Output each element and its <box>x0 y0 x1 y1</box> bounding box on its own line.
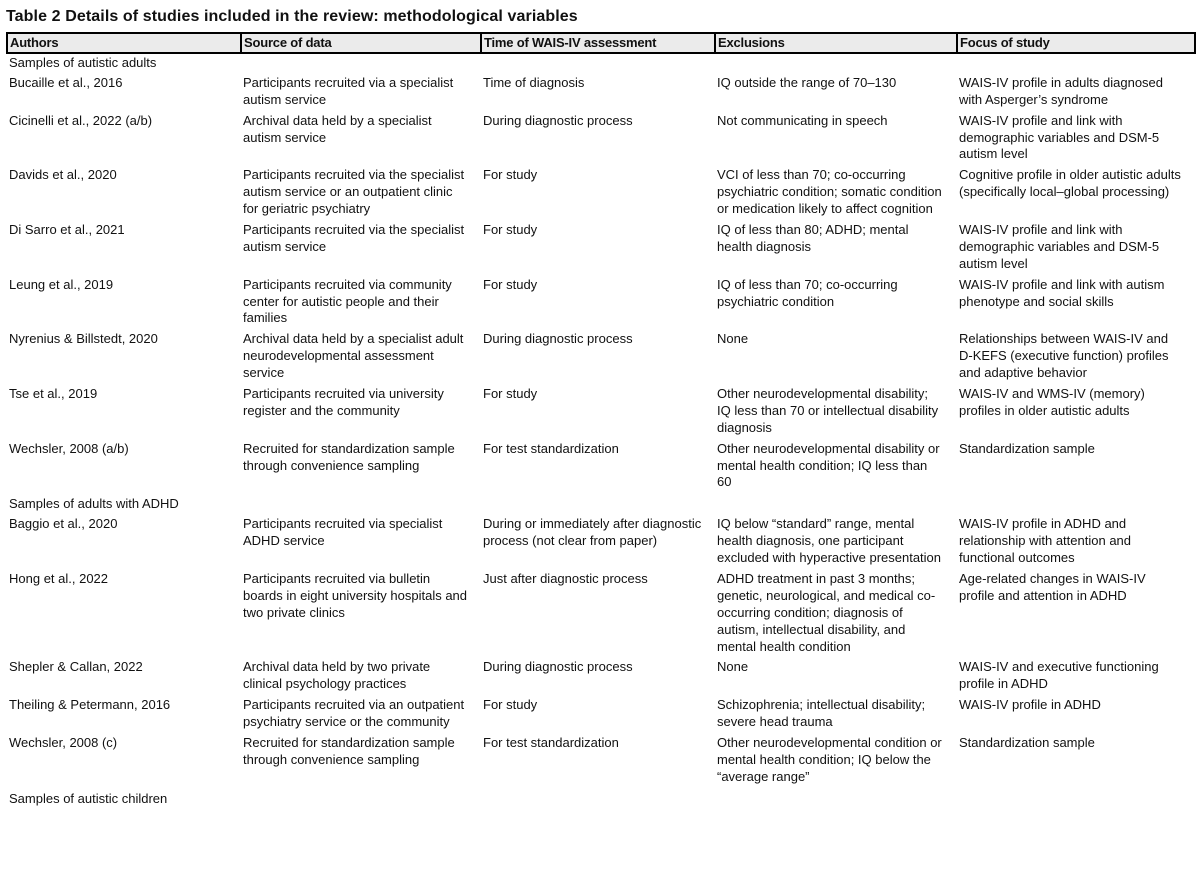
cell-focus: Cognitive profile in older autistic adults (specifically local–global processing) <box>959 167 1181 200</box>
cell-authors: Wechsler, 2008 (a/b) <box>9 440 129 456</box>
section-row <box>7 53 1195 75</box>
cell-time: For test standardization <box>483 734 619 750</box>
cell-authors: Di Sarro et al., 2021 <box>9 222 125 238</box>
cell-focus: WAIS-IV profile and link with autism phenotype and social skills <box>959 276 1165 309</box>
cell-focus: WAIS-IV and WMS-IV (memory) profiles in older autistic adults <box>959 386 1145 418</box>
cell-exclusions: IQ of less than 70; co-occurring psychiatric condition <box>717 276 898 309</box>
cell-authors: Leung et al., 2019 <box>9 276 114 292</box>
table-row <box>7 167 1195 222</box>
section-row <box>7 790 1195 811</box>
cell-source: Recruited for standardization sample through convenience sampling <box>243 734 455 767</box>
cell-time: For study <box>483 222 538 238</box>
cell-exclusions: Not communicating in speech <box>717 112 888 128</box>
column-header-focus: Focus of study <box>957 33 1195 53</box>
cell-authors: Shepler & Callan, 2022 <box>9 659 143 675</box>
cell-source: Participants recruited via the specialist autism service or an outpatient clinic for geriatric psychiatry <box>243 167 465 217</box>
cell-focus: Standardization sample <box>959 440 1095 456</box>
column-header-source: Source of data <box>241 33 481 53</box>
table-row <box>7 75 1195 113</box>
cell-time: For test standardization <box>483 440 619 456</box>
cell-exclusions: None <box>717 659 749 675</box>
cell-source: Participants recruited via a specialist autism service <box>243 74 454 107</box>
cell-source: Archival data held by a specialist adult neurodevelopmental assessment service <box>243 331 464 381</box>
table-row <box>7 516 1195 571</box>
section-label: Samples of autistic adults <box>9 55 157 70</box>
column-header-time: Time of WAIS-IV assessment <box>481 33 715 53</box>
cell-focus: WAIS-IV profile in adults diagnosed with Asperger’s syndrome <box>959 74 1164 107</box>
cell-authors: Cicinelli et al., 2022 (a/b) <box>9 112 153 128</box>
table-row <box>7 697 1195 735</box>
cell-time: During diagnostic process <box>483 112 633 128</box>
cell-source: Recruited for standardization sample through convenience sampling <box>243 440 455 473</box>
table-title: Table 2 Details of studies included in the review: methodological variables <box>6 8 578 25</box>
table-row <box>7 386 1195 441</box>
cell-exclusions: IQ of less than 80; ADHD; mental health diagnosis <box>717 222 909 254</box>
cell-source: Participants recruited via the specialist autism service <box>243 222 465 254</box>
section-row <box>7 495 1195 516</box>
cell-exclusions: Other neurodevelopmental disability; IQ less than 70 or intellectual disability diagnosis <box>717 386 939 435</box>
cell-authors: Nyrenius & Billstedt, 2020 <box>9 331 158 347</box>
table-row <box>7 571 1195 659</box>
table-row <box>7 277 1195 332</box>
column-header-authors: Authors <box>7 33 241 53</box>
cell-source: Participants recruited via an outpatient psychiatry service or the community <box>243 697 465 730</box>
header-row <box>7 33 1195 53</box>
table-header <box>7 33 1195 53</box>
cell-exclusions: Other neurodevelopmental condition or mental health condition; IQ below the “average range” <box>717 734 942 784</box>
studies-table <box>6 32 1196 811</box>
section-label: Samples of autistic children <box>9 790 168 806</box>
cell-time: For study <box>483 167 538 183</box>
cell-exclusions: IQ below “standard” range, mental health diagnosis, one participant excluded with hyperactive presentation <box>717 516 942 566</box>
cell-focus: WAIS-IV profile and link with demographic variables and DSM-5 autism level <box>959 112 1160 162</box>
cell-focus: WAIS-IV profile in ADHD and relationship with attention and functional outcomes <box>959 516 1132 566</box>
cell-time: For study <box>483 697 538 713</box>
cell-time: During diagnostic process <box>483 659 633 675</box>
cell-exclusions: IQ outside the range of 70–130 <box>717 74 897 90</box>
table-body <box>7 53 1195 811</box>
cell-source: Participants recruited via university register and the community <box>243 386 444 418</box>
cell-source: Participants recruited via community center for autistic people and their families <box>243 276 452 326</box>
cell-time: During diagnostic process <box>483 331 633 347</box>
table-row <box>7 441 1195 496</box>
cell-time: Time of diagnosis <box>483 74 585 90</box>
table-row <box>7 735 1195 790</box>
cell-focus: WAIS-IV and executive functioning profile in ADHD <box>959 659 1159 692</box>
column-header-exclusions: Exclusions <box>715 33 957 53</box>
cell-time: For study <box>483 386 538 402</box>
cell-exclusions: ADHD treatment in past 3 months; genetic, neurological, and medical co-occurring condition; diagnosis of autism, intellectual disability, and mental health condition <box>717 570 936 654</box>
cell-authors: Baggio et al., 2020 <box>9 516 118 532</box>
cell-exclusions: None <box>717 331 749 347</box>
cell-focus: WAIS-IV profile and link with demographic variables and DSM-5 autism level <box>959 222 1160 271</box>
table-row <box>7 113 1195 168</box>
section-label: Samples of adults with ADHD <box>9 496 179 512</box>
table-row <box>7 659 1195 697</box>
cell-authors: Tse et al., 2019 <box>9 386 98 402</box>
cell-authors: Hong et al., 2022 <box>9 570 109 586</box>
cell-source: Archival data held by a specialist autism service <box>243 112 432 145</box>
cell-exclusions: Schizophrenia; intellectual disability; severe head trauma <box>717 697 926 730</box>
cell-exclusions: VCI of less than 70; co-occurring psychiatric condition; somatic condition or medication likely to affect cognition <box>717 167 942 217</box>
table-row <box>7 222 1195 277</box>
cell-time: During or immediately after diagnostic process (not clear from paper) <box>483 516 702 549</box>
cell-source: Participants recruited via specialist ADHD service <box>243 516 443 549</box>
cell-focus: WAIS-IV profile in ADHD <box>959 697 1101 713</box>
cell-focus: Age-related changes in WAIS-IV profile and attention in ADHD <box>959 570 1146 603</box>
cell-source: Archival data held by two private clinical psychology practices <box>243 659 431 692</box>
cell-focus: Relationships between WAIS-IV and D-KEFS (executive function) profiles and adaptive behavior <box>959 331 1169 381</box>
cell-exclusions: Other neurodevelopmental disability or mental health condition; IQ less than 60 <box>717 440 940 490</box>
cell-authors: Theiling & Petermann, 2016 <box>9 697 171 713</box>
cell-time: For study <box>483 276 538 292</box>
table-row <box>7 331 1195 386</box>
cell-time: Just after diagnostic process <box>483 570 648 586</box>
cell-authors: Davids et al., 2020 <box>9 167 117 183</box>
cell-source: Participants recruited via bulletin boards in eight university hospitals and two private clinics <box>243 570 468 620</box>
cell-authors: Bucaille et al., 2016 <box>9 74 123 90</box>
cell-authors: Wechsler, 2008 (c) <box>9 734 118 750</box>
cell-focus: Standardization sample <box>959 734 1095 750</box>
